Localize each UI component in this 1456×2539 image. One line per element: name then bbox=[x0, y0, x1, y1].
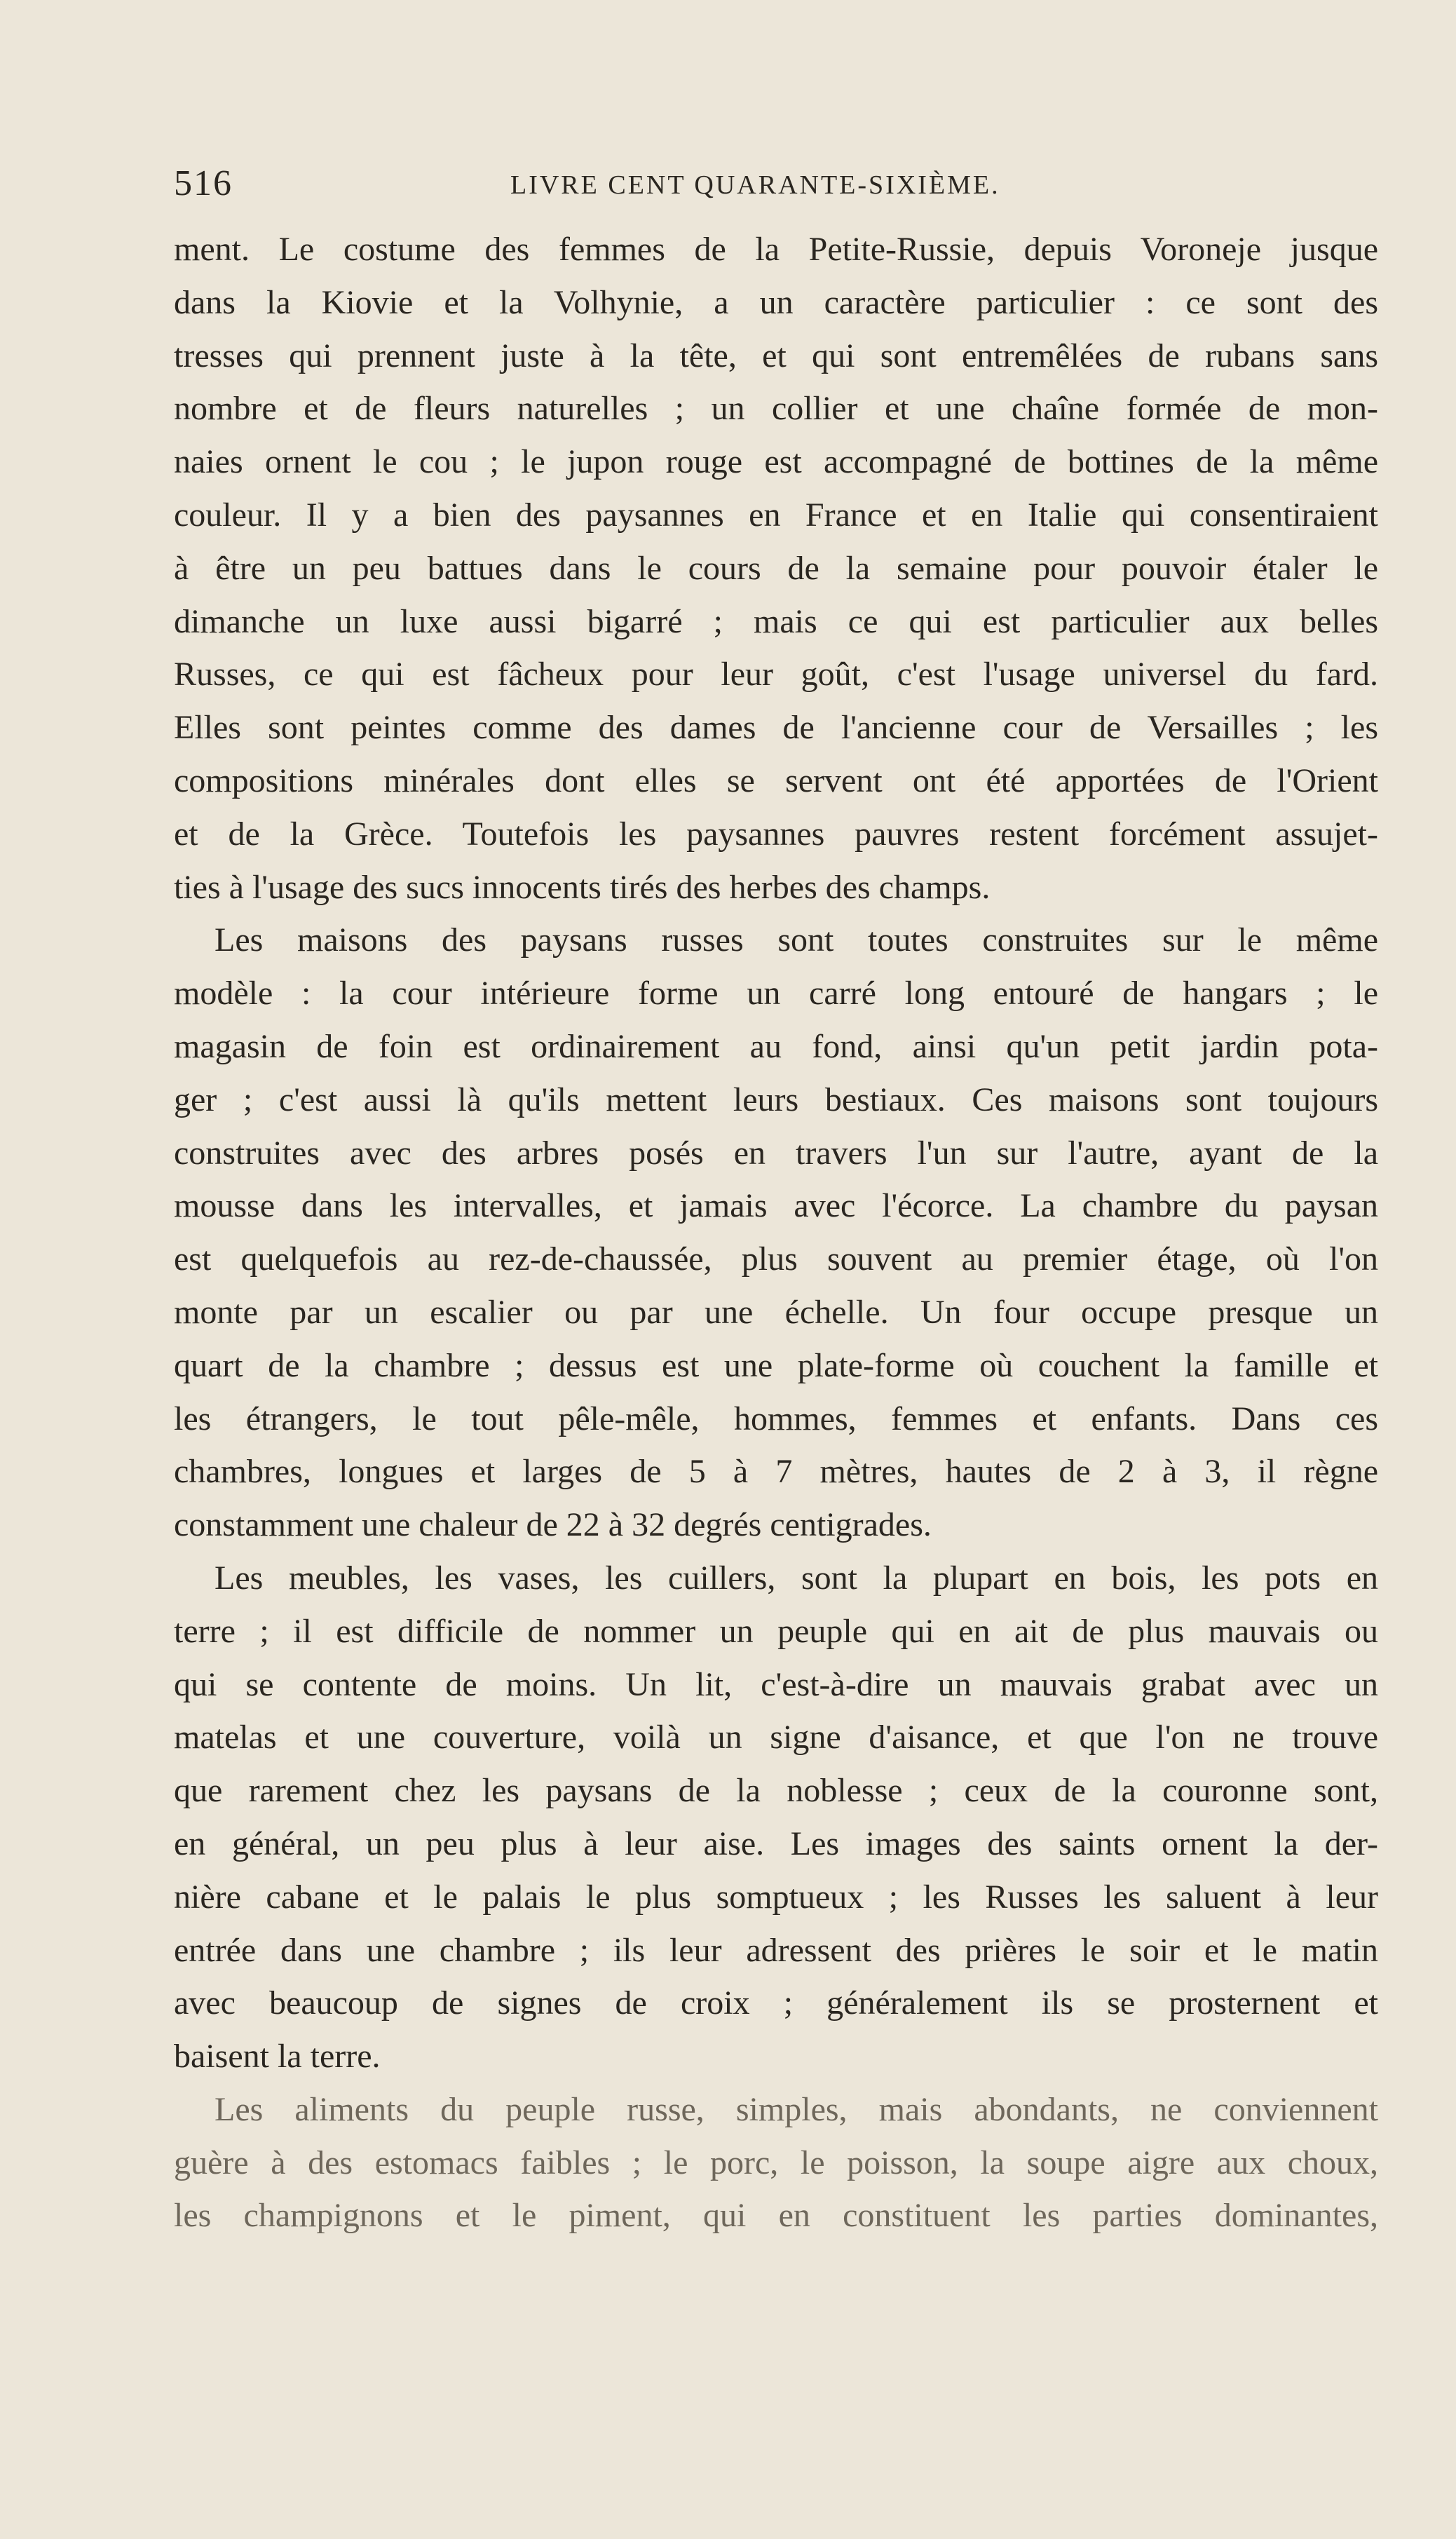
running-head: LIVRE CENT QUARANTE-SIXIÈME. bbox=[510, 170, 1000, 200]
text-line: est quelquefois au rez-de-chaussée, plus souvent au premier étage, où l'on bbox=[174, 1240, 1378, 1278]
text-line: chambres, longues et larges de 5 à 7 mètres, hautes de 2 à 3, il règne bbox=[174, 1453, 1378, 1491]
text-line: matelas et une couverture, voilà un signe d'aisance, et que l'on ne trouve bbox=[174, 1719, 1378, 1756]
text-line: modèle : la cour intérieure forme un carré long entouré de hangars ; le bbox=[174, 975, 1378, 1013]
text-line: Elles sont peintes comme des dames de l'ancienne cour de Versailles ; les bbox=[174, 709, 1378, 747]
body-text bbox=[174, 223, 1378, 2242]
text-line: magasin de foin est ordinairement au fond, ainsi qu'un petit jardin pota- bbox=[174, 1027, 1378, 1065]
text-line: nière cabane et le palais le plus somptueux ; les Russes les saluent à leur bbox=[174, 1878, 1378, 1916]
text-line: couleur. Il y a bien des paysannes en France et en Italie qui consentiraient bbox=[174, 496, 1378, 534]
text-line: ties à l'usage des sucs innocents tirés des herbes des champs. bbox=[174, 868, 991, 906]
text-line: ment. Le costume des femmes de la Petite-Russie, depuis Voroneje jusque bbox=[174, 231, 1378, 268]
text-line: qui se contente de moins. Un lit, c'est-à-dire un mauvais grabat avec un bbox=[174, 1665, 1378, 1703]
text-line: compositions minérales dont elles se servent ont été apportées de l'Orient bbox=[174, 761, 1378, 799]
text-line: Russes, ce qui est fâcheux pour leur goût, c'est l'usage universel du fard. bbox=[174, 656, 1378, 693]
text-line: dans la Kiovie et la Volhynie, a un caractère particulier : ce sont des bbox=[174, 283, 1378, 321]
text-line: quart de la chambre ; dessus est une plate-forme où couchent la famille et bbox=[174, 1346, 1378, 1384]
text-line: construites avec des arbres posés en travers l'un sur l'autre, ayant de la bbox=[174, 1134, 1378, 1172]
text-line: ger ; c'est aussi là qu'ils mettent leurs bestiaux. Ces maisons sont toujours bbox=[174, 1081, 1378, 1118]
text-line: entrée dans une chambre ; ils leur adressent des prières le soir et le matin bbox=[174, 1931, 1378, 1969]
text-line: les champignons et le piment, qui en constituent les parties dominantes, bbox=[174, 2197, 1378, 2235]
text-line: les étrangers, le tout pêle-mêle, hommes, femmes et enfants. Dans ces bbox=[174, 1400, 1378, 1437]
text-line: baisent la terre. bbox=[174, 2038, 381, 2076]
text-line: constamment une chaleur de 22 à 32 degrés centigrades. bbox=[174, 1506, 932, 1544]
text-line: avec beaucoup de signes de croix ; généralement ils se prosternent et bbox=[174, 1984, 1378, 2022]
text-line: en général, un peu plus à leur aise. Les images des saints ornent la der- bbox=[174, 1824, 1378, 1862]
text-line: naies ornent le cou ; le jupon rouge est accompagné de bottines de la même bbox=[174, 443, 1378, 481]
text-line: que rarement chez les paysans de la noblesse ; ceux de la couronne sont, bbox=[174, 1772, 1378, 1810]
text-line: et de la Grèce. Toutefois les paysannes pauvres restent forcément assujet- bbox=[174, 815, 1378, 853]
text-line: nombre et de fleurs naturelles ; un collier et une chaîne formée de mon- bbox=[174, 390, 1378, 428]
text-line: Les meubles, les vases, les cuillers, sont la plupart en bois, les pots en bbox=[215, 1559, 1378, 1597]
text-line: terre ; il est difficile de nommer un peuple qui en ait de plus mauvais ou bbox=[174, 1612, 1378, 1650]
page-header bbox=[174, 163, 1387, 205]
page-number: 516 bbox=[174, 163, 233, 203]
text-line: guère à des estomacs faibles ; le porc, le poisson, la soupe aigre aux choux, bbox=[174, 2144, 1378, 2181]
text-line: monte par un escalier ou par une échelle. Un four occupe presque un bbox=[174, 1293, 1378, 1331]
text-line: mousse dans les intervalles, et jamais avec l'écorce. La chambre du paysan bbox=[174, 1187, 1378, 1225]
text-line: dimanche un luxe aussi bigarré ; mais ce qui est particulier aux belles bbox=[174, 602, 1378, 640]
text-line: Les aliments du peuple russe, simples, mais abondants, ne conviennent bbox=[215, 2090, 1378, 2128]
text-line: Les maisons des paysans russes sont toutes construites sur le même bbox=[215, 921, 1378, 959]
text-line: tresses qui prennent juste à la tête, et qui sont entremêlées de rubans sans bbox=[174, 337, 1378, 374]
text-line: à être un peu battues dans le cours de la semaine pour pouvoir étaler le bbox=[174, 549, 1378, 587]
